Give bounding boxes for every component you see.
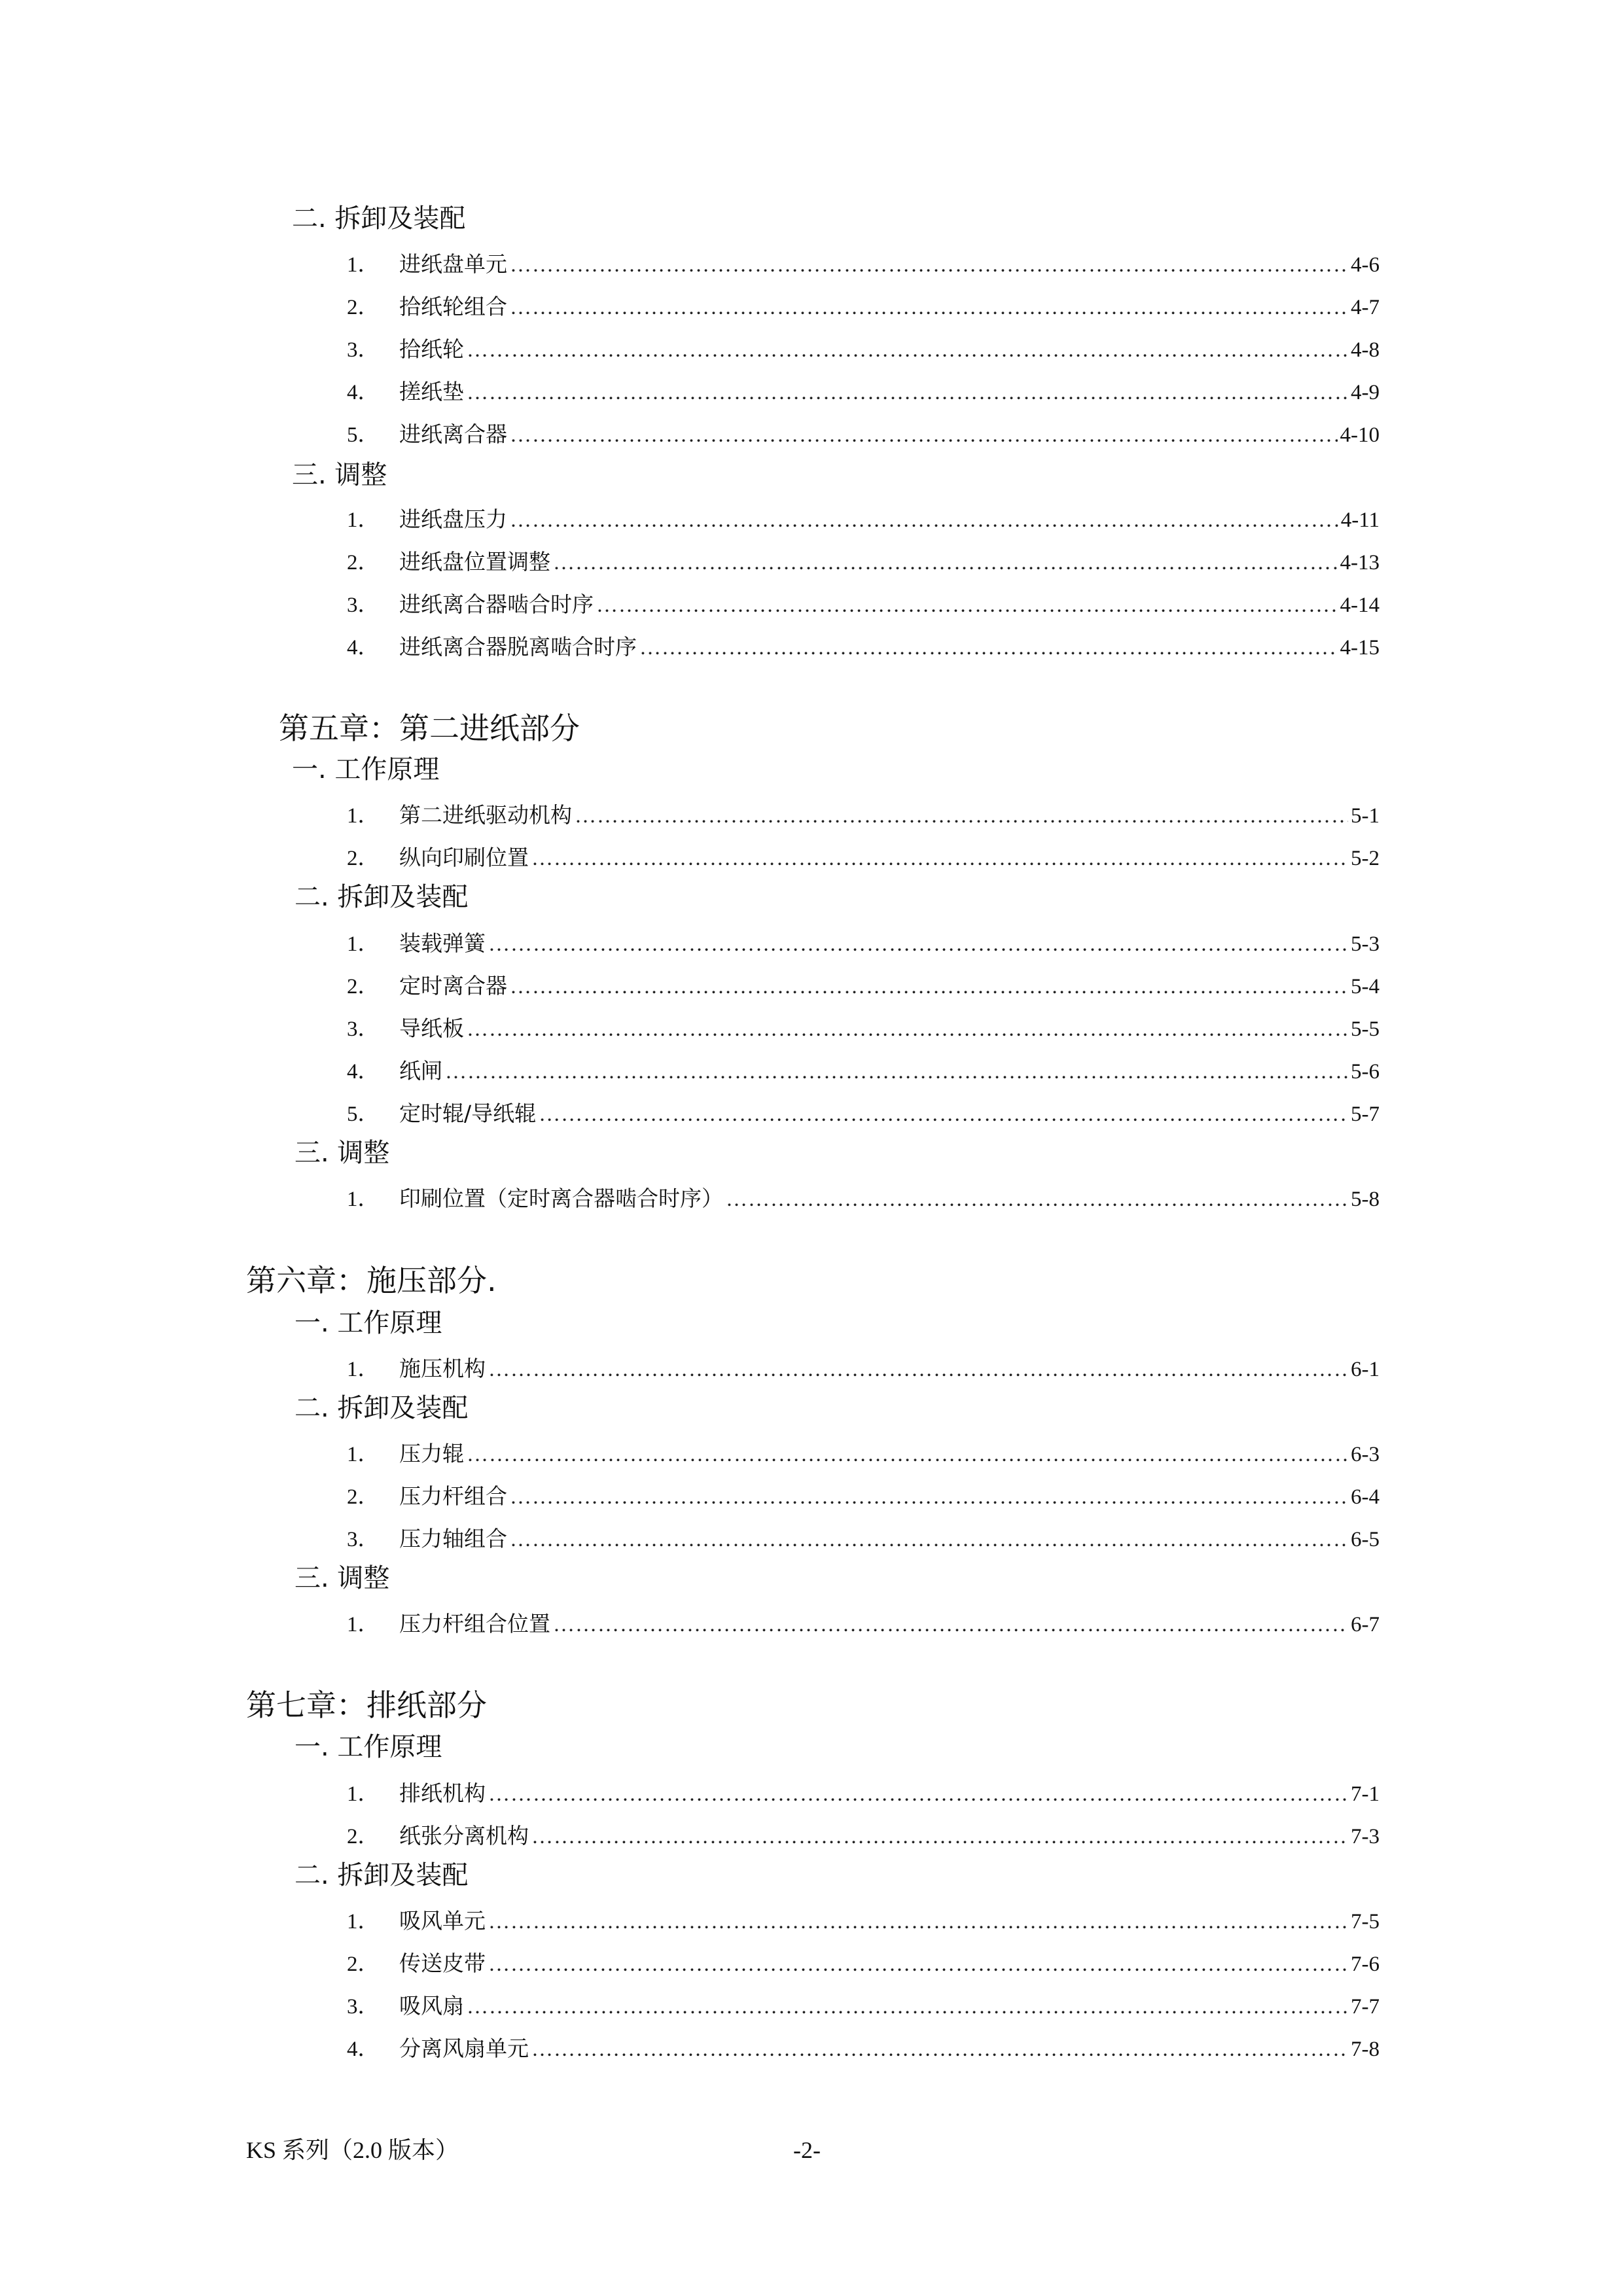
toc-entry[interactable] (347, 1523, 1380, 1555)
entry-number: 1． (347, 804, 380, 828)
entry-title: 进纸盘压力 (399, 506, 507, 532)
entry-title: 传送皮带 (399, 1951, 486, 1976)
dot-leader (488, 1778, 1348, 1810)
toc-entry[interactable] (347, 800, 1380, 831)
dot-leader (467, 334, 1348, 366)
entry-title: 进纸盘位置调整 (399, 549, 550, 574)
entry-number: 2． (347, 975, 380, 998)
toc-entry[interactable] (347, 928, 1380, 959)
entry-number: 2． (347, 1825, 380, 1848)
entry-title: 进纸离合器 (399, 421, 507, 447)
entry-title: 进纸离合器脱离啮合时序 (399, 634, 637, 660)
entry-number: 1． (347, 1910, 380, 1934)
entry-title: 进纸离合器啮合时序 (399, 592, 594, 617)
entry-page: 4-7 (1351, 296, 1380, 319)
footer-document-name: KS 系列（2.0 版本） (246, 2137, 459, 2163)
dot-leader (445, 1056, 1348, 1087)
entry-page: 5-3 (1351, 932, 1380, 956)
section-heading: 一. 工作原理 (292, 754, 440, 785)
toc-entry[interactable] (347, 419, 1380, 450)
toc-entry[interactable] (347, 334, 1380, 365)
toc-entry[interactable] (347, 1055, 1380, 1087)
toc-entry[interactable] (347, 1778, 1380, 1809)
entry-number: 4． (347, 2038, 380, 2061)
dot-leader (531, 843, 1348, 874)
entry-title: 吸风扇 (399, 1993, 464, 2019)
dot-leader (531, 2034, 1348, 2065)
entry-page: 4-10 (1340, 423, 1380, 447)
entry-page: 5-4 (1351, 975, 1380, 998)
entry-title: 装载弹簧 (399, 930, 486, 956)
toc-entry[interactable] (347, 1353, 1380, 1385)
entry-number: 1． (347, 1613, 380, 1636)
dot-leader (467, 1439, 1348, 1470)
entry-number: 1． (347, 1443, 380, 1466)
entry-number: 1． (347, 1782, 380, 1806)
entry-page: 4-15 (1340, 636, 1380, 660)
dot-leader (510, 1481, 1348, 1513)
chapter-heading-5[interactable]: 第五章：第二进纸部分 (279, 711, 580, 746)
entry-page: 4-6 (1351, 253, 1380, 277)
entry-number: 2． (347, 1952, 380, 1976)
entry-number: 5． (347, 1103, 380, 1126)
entry-page: 5-6 (1351, 1060, 1380, 1084)
entry-number: 2． (347, 551, 380, 574)
section-heading: 三. 调整 (294, 1563, 390, 1593)
entry-title: 施压机构 (399, 1356, 486, 1381)
toc-entry[interactable] (347, 1098, 1380, 1129)
dot-leader (531, 1821, 1348, 1852)
dot-leader (488, 1906, 1348, 1937)
entry-number: 4． (347, 636, 380, 660)
dot-leader (510, 419, 1338, 451)
entry-number: 1． (347, 253, 380, 277)
entry-number: 1． (347, 1358, 380, 1381)
toc-entry[interactable] (347, 1990, 1380, 2022)
entry-title: 压力杆组合 (399, 1483, 507, 1509)
entry-page: 7-1 (1351, 1782, 1380, 1806)
entry-title: 进纸盘单元 (399, 251, 507, 277)
entry-page: 4-13 (1340, 551, 1380, 574)
dot-leader (510, 292, 1348, 323)
entry-page: 7-6 (1351, 1952, 1380, 1976)
entry-page: 4-14 (1340, 593, 1380, 617)
entry-page: 6-3 (1351, 1443, 1380, 1466)
entry-number: 4． (347, 1060, 380, 1084)
section-heading: 二. 拆卸及装配 (292, 203, 466, 234)
section-heading: 一. 工作原理 (294, 1308, 442, 1338)
entry-page: 6-5 (1351, 1528, 1380, 1551)
entry-title: 纸闸 (399, 1058, 442, 1084)
dot-leader (488, 1949, 1348, 1980)
entry-number: 3． (347, 1017, 380, 1041)
dot-leader (510, 504, 1338, 536)
entry-number: 5． (347, 423, 380, 447)
dot-leader (596, 590, 1338, 621)
entry-number: 4． (347, 381, 380, 404)
entry-page: 5-2 (1351, 847, 1380, 870)
dot-leader (553, 547, 1338, 578)
dot-leader (488, 928, 1348, 960)
footer-page-number: -2- (793, 2137, 821, 2163)
toc-entry[interactable] (347, 970, 1380, 1002)
toc-entry[interactable] (347, 842, 1380, 874)
entry-title: 分离风扇单元 (399, 2036, 529, 2061)
entry-number: 2． (347, 296, 380, 319)
entry-page: 7-8 (1351, 2038, 1380, 2061)
entry-title: 纸张分离机构 (399, 1823, 529, 1848)
toc-entry[interactable] (347, 291, 1380, 323)
toc-entry[interactable] (347, 1905, 1380, 1937)
entry-number: 3． (347, 1528, 380, 1551)
chapter-heading-6[interactable]: 第六章：施压部分. (246, 1263, 497, 1298)
toc-entry[interactable] (347, 631, 1380, 663)
toc-entry[interactable] (347, 1013, 1380, 1044)
entry-title: 吸风单元 (399, 1908, 486, 1934)
entry-title: 拾纸轮 (399, 336, 464, 362)
dot-leader (467, 1014, 1348, 1045)
entry-page: 7-5 (1351, 1910, 1380, 1934)
toc-entry[interactable] (347, 376, 1380, 408)
toc-entry[interactable] (347, 1481, 1380, 1512)
dot-leader (488, 1354, 1348, 1385)
toc-entry[interactable] (347, 546, 1380, 578)
dot-leader (467, 1991, 1348, 2022)
entry-title: 压力辊 (399, 1441, 464, 1466)
entry-title: 拾纸轮组合 (399, 294, 507, 319)
entry-page: 7-3 (1351, 1825, 1380, 1848)
entry-number: 1． (347, 508, 380, 532)
entry-number: 2． (347, 847, 380, 870)
section-heading: 一. 工作原理 (294, 1732, 442, 1762)
section-heading: 三. 调整 (292, 460, 387, 490)
entry-number: 1． (347, 932, 380, 956)
entry-title: 定时辊/导纸辊 (399, 1101, 537, 1126)
dot-leader (510, 971, 1348, 1002)
dot-leader (639, 632, 1338, 663)
entry-number: 2． (347, 1485, 380, 1509)
entry-page: 6-7 (1351, 1613, 1380, 1636)
toc-entry[interactable] (347, 249, 1380, 280)
toc-entry[interactable] (347, 1183, 1380, 1214)
toc-entry[interactable] (347, 589, 1380, 620)
entry-title: 压力杆组合位置 (399, 1611, 550, 1636)
entry-number: 1． (347, 1188, 380, 1211)
entry-title: 印刷位置（定时离合器啮合时序） (399, 1186, 723, 1211)
dot-leader (575, 800, 1348, 832)
entry-title: 纵向印刷位置 (399, 845, 529, 870)
entry-page: 4-9 (1351, 381, 1380, 404)
toc-entry[interactable] (347, 1438, 1380, 1470)
toc-entry[interactable] (347, 2033, 1380, 2064)
entry-page: 6-1 (1351, 1358, 1380, 1381)
entry-title: 搓纸垫 (399, 379, 464, 404)
dot-leader (553, 1609, 1348, 1640)
toc-entry[interactable] (347, 1820, 1380, 1852)
toc-entry[interactable] (347, 504, 1380, 535)
entry-number: 3． (347, 593, 380, 617)
section-heading: 三. 调整 (294, 1138, 390, 1168)
toc-entry[interactable] (347, 1608, 1380, 1640)
section-heading: 二. 拆卸及装配 (294, 882, 469, 912)
entry-page: 5-1 (1351, 804, 1380, 828)
entry-number: 3． (347, 1995, 380, 2019)
entry-title: 定时离合器 (399, 973, 507, 998)
entry-title: 压力轴组合 (399, 1526, 507, 1551)
entry-title: 排纸机构 (399, 1780, 486, 1806)
chapter-heading-7[interactable]: 第七章：排纸部分 (246, 1687, 487, 1723)
section-heading: 二. 拆卸及装配 (294, 1860, 469, 1890)
entry-page: 5-8 (1351, 1188, 1380, 1211)
entry-title: 导纸板 (399, 1016, 464, 1041)
entry-page: 5-7 (1351, 1103, 1380, 1126)
section-heading: 二. 拆卸及装配 (294, 1393, 469, 1423)
dot-leader (510, 1524, 1348, 1555)
entry-page: 7-7 (1351, 1995, 1380, 2019)
toc-entry[interactable] (347, 1948, 1380, 1979)
entry-page: 4-8 (1351, 338, 1380, 362)
entry-number: 3． (347, 338, 380, 362)
entry-title: 第二进纸驱动机构 (399, 802, 572, 828)
entry-page: 5-5 (1351, 1017, 1380, 1041)
dot-leader (510, 249, 1348, 281)
entry-page: 4-11 (1340, 508, 1380, 532)
dot-leader (467, 377, 1348, 408)
dot-leader (539, 1099, 1348, 1130)
entry-page: 6-4 (1351, 1485, 1380, 1509)
dot-leader (726, 1184, 1348, 1215)
